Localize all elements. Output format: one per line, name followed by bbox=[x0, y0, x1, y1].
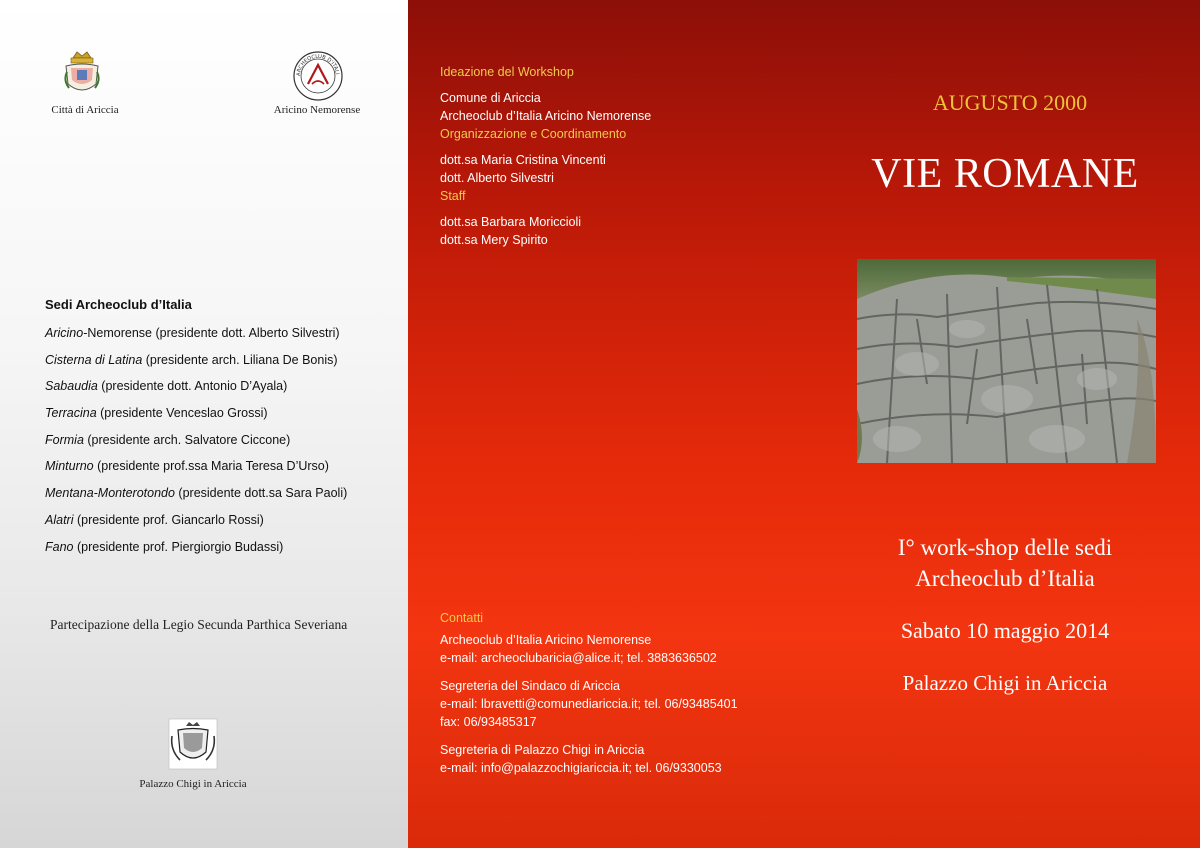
event-date: Sabato 10 maggio 2014 bbox=[900, 618, 1110, 643]
contatti-heading: Contatti bbox=[440, 611, 484, 625]
palazzo-chigi-label: Palazzo Chigi in Ariccia bbox=[139, 778, 247, 790]
svg-text:ARCHEOCLUB D'ITALIA: ARCHEOCLUB D'ITALI bbox=[295, 53, 340, 77]
organizzazione-heading: Organizzazione e Coordinamento bbox=[440, 127, 627, 141]
contact-line: e-mail: archeoclubaricia@alice.it; tel. 3883636502 bbox=[440, 651, 717, 665]
list-item: Sabaudia (presidente dott. Antonio D’Ayala) bbox=[45, 379, 288, 394]
cover-augusto: AUGUSTO 2000 bbox=[932, 90, 1088, 115]
contact-line: e-mail: lbravetti@comunediariccia.it; tel. 06/93485401 bbox=[440, 697, 738, 711]
cover-title: VIE ROMANE bbox=[871, 151, 1139, 197]
left-panel bbox=[0, 0, 408, 848]
sedi-title: Sedi Archeoclub d’Italia bbox=[45, 297, 192, 312]
sedi-list bbox=[45, 324, 347, 564]
contact-name: Segreteria del Sindaco di Ariccia bbox=[440, 679, 620, 693]
list-item: Mentana-Monterotondo (presidente dott.sa Sara Paoli) bbox=[45, 486, 348, 501]
contact-line: fax: 06/93485317 bbox=[440, 715, 537, 729]
contact-line: e-mail: info@palazzochigiariccia.it; tel. 06/9330053 bbox=[440, 761, 722, 775]
ariccia-crest-icon bbox=[63, 50, 101, 96]
workshop-heading bbox=[840, 532, 1170, 594]
workshop-line-1: I° work-shop delle sedi bbox=[897, 535, 1113, 560]
archeoclub-logo-icon bbox=[292, 50, 344, 102]
contact-name: Segreteria di Palazzo Chigi in Ariccia bbox=[440, 743, 645, 757]
staff-heading: Staff bbox=[440, 189, 466, 203]
organizzazione-line: dott.sa Maria Cristina Vincenti bbox=[440, 153, 606, 167]
roman-road-photo bbox=[857, 259, 1156, 463]
contact-name: Archeoclub d’Italia Aricino Nemorense bbox=[440, 633, 652, 647]
staff-line: dott.sa Mery Spirito bbox=[440, 233, 548, 247]
list-item: Cisterna di Latina (presidente arch. Liliana De Bonis) bbox=[45, 352, 338, 367]
contacts-column bbox=[440, 609, 738, 777]
list-item: Alatri (presidente prof. Giancarlo Rossi) bbox=[45, 512, 264, 527]
list-item: Aricino-Nemorense (presidente dott. Alberto Silvestri) bbox=[45, 326, 340, 340]
ideazione-heading: Ideazione del Workshop bbox=[440, 65, 574, 79]
ariccia-crest-label: Città di Ariccia bbox=[51, 104, 119, 116]
credits-column bbox=[440, 63, 651, 249]
list-item: Fano (presidente prof. Piergiorgio Budassi) bbox=[45, 539, 284, 554]
organizzazione-line: dott. Alberto Silvestri bbox=[440, 171, 554, 185]
event-venue: Palazzo Chigi in Ariccia bbox=[902, 671, 1108, 695]
palazzo-chigi-crest-icon bbox=[168, 718, 218, 770]
ideazione-line: Archeoclub d’Italia Aricino Nemorense bbox=[440, 109, 652, 123]
staff-line: dott.sa Barbara Moriccioli bbox=[440, 215, 582, 229]
list-item: Terracina (presidente Venceslao Grossi) bbox=[45, 406, 268, 421]
workshop-line-2: Archeoclub d’Italia bbox=[915, 566, 1095, 591]
list-item: Minturno (presidente prof.ssa Maria Teresa D’Urso) bbox=[45, 459, 329, 474]
list-item: Formia (presidente arch. Salvatore Ciccone) bbox=[45, 432, 291, 447]
partecipazione-text: Partecipazione della Legio Secunda Parthica Severiana bbox=[50, 617, 348, 632]
archeoclub-logo-label: Aricino Nemorense bbox=[273, 104, 361, 116]
ideazione-line: Comune di Ariccia bbox=[440, 91, 541, 105]
